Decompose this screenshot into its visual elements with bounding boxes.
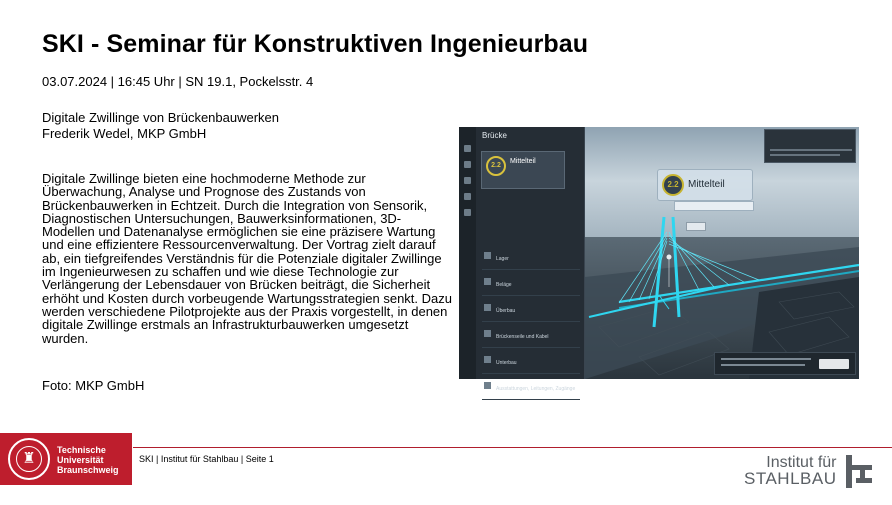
ui-grade-ring: 2.2 bbox=[486, 156, 506, 176]
list-item[interactable]: Beläge bbox=[482, 270, 580, 296]
university-name: Technische Universität Braunschweig bbox=[57, 445, 119, 475]
institute-logo-icon bbox=[846, 455, 872, 488]
ui-selected-card[interactable] bbox=[481, 151, 565, 189]
list-item[interactable]: Unterbau bbox=[482, 348, 580, 374]
abstract-text: Digitale Zwillinge bieten eine hochmoderne Methode zur Überwachung, Analyse und Prognose des Zustands von Brückenbauwerken in Echtzeit. Durch die Integration von Sensorik, Diagnostischen Untersuchungen, Bauwerksinformationen, 3D-Modellen und Datenanalyse ermöglichen sie eine präzisere Wartung und eine effizientere Ressourcenverwaltung. Der Vortrag zielt darauf ab, ein tiefgreifendes Verständnis für die Potenziale digitaler Zwillinge im Ingenieurwesen zu schaffen und wie diese Technologie zur Verlängerung der Lebensdauer von Brücken beiträgt, die Sicherheit erhöht und Kosten durch vorbeugende Wartungsstrategien senkt. Dazu werden verschiedene Pilotprojekte aus der Praxis vorgestellt, in denen digitale Zwillinge erstmals an Infrastrukturbauwerken umgesetzt wurden. bbox=[42, 171, 452, 346]
component-icon bbox=[484, 330, 491, 337]
talk-info bbox=[42, 110, 279, 142]
photo-credit: Foto: MKP GmbH bbox=[42, 378, 145, 393]
footer-divider bbox=[133, 447, 892, 448]
list-item[interactable]: Ausstattungen, Leitungen, Zugänge bbox=[482, 374, 580, 400]
list-item[interactable]: Brückenseile und Kabel bbox=[482, 322, 580, 348]
digital-twin-screenshot bbox=[459, 127, 859, 392]
nav-icon[interactable] bbox=[464, 145, 471, 152]
nav-icon[interactable] bbox=[464, 193, 471, 200]
ui-callout[interactable] bbox=[657, 169, 753, 201]
ui-callout-label: Mittelteil bbox=[688, 179, 725, 190]
footer-page-info: SKI | Institut für Stahlbau | Seite 1 bbox=[139, 454, 274, 464]
ui-marker[interactable] bbox=[686, 222, 706, 231]
institute-name: Institut für STAHLBAU bbox=[744, 454, 837, 488]
nav-icon[interactable] bbox=[464, 161, 471, 168]
ui-info-strip bbox=[714, 352, 856, 375]
component-icon bbox=[484, 382, 491, 389]
university-seal-icon bbox=[8, 438, 50, 480]
ui-nav-rail bbox=[459, 127, 476, 379]
ui-grade-ring: 2.2 bbox=[662, 174, 684, 196]
ui-card-label: Mittelteil bbox=[510, 158, 536, 165]
ui-side-panel bbox=[476, 127, 585, 392]
tu-braunschweig-logo bbox=[0, 433, 132, 485]
list-item[interactable]: Überbau bbox=[482, 296, 580, 322]
talk-topic: Digitale Zwillinge von Brückenbauwerken bbox=[42, 110, 280, 125]
company-logo bbox=[819, 359, 849, 369]
component-icon bbox=[484, 304, 491, 311]
ui-component-list bbox=[482, 244, 580, 400]
nav-icon[interactable] bbox=[464, 209, 471, 216]
nav-icon[interactable] bbox=[464, 177, 471, 184]
ui-callout-toolbar[interactable] bbox=[674, 201, 754, 211]
talk-speaker: Frederik Wedel, MKP GmbH bbox=[42, 126, 207, 141]
ui-panel-title: Brücke bbox=[482, 131, 507, 140]
component-icon bbox=[484, 252, 491, 259]
ui-info-card bbox=[764, 129, 856, 163]
page-title: SKI - Seminar für Konstruktiven Ingenieurbau bbox=[42, 30, 589, 58]
lion-icon: ♜ bbox=[22, 450, 36, 467]
component-icon bbox=[484, 356, 491, 363]
list-item[interactable]: Lager bbox=[482, 244, 580, 270]
event-meta: 03.07.2024 | 16:45 Uhr | SN 19.1, Pockelsstr. 4 bbox=[42, 74, 314, 89]
component-icon bbox=[484, 278, 491, 285]
